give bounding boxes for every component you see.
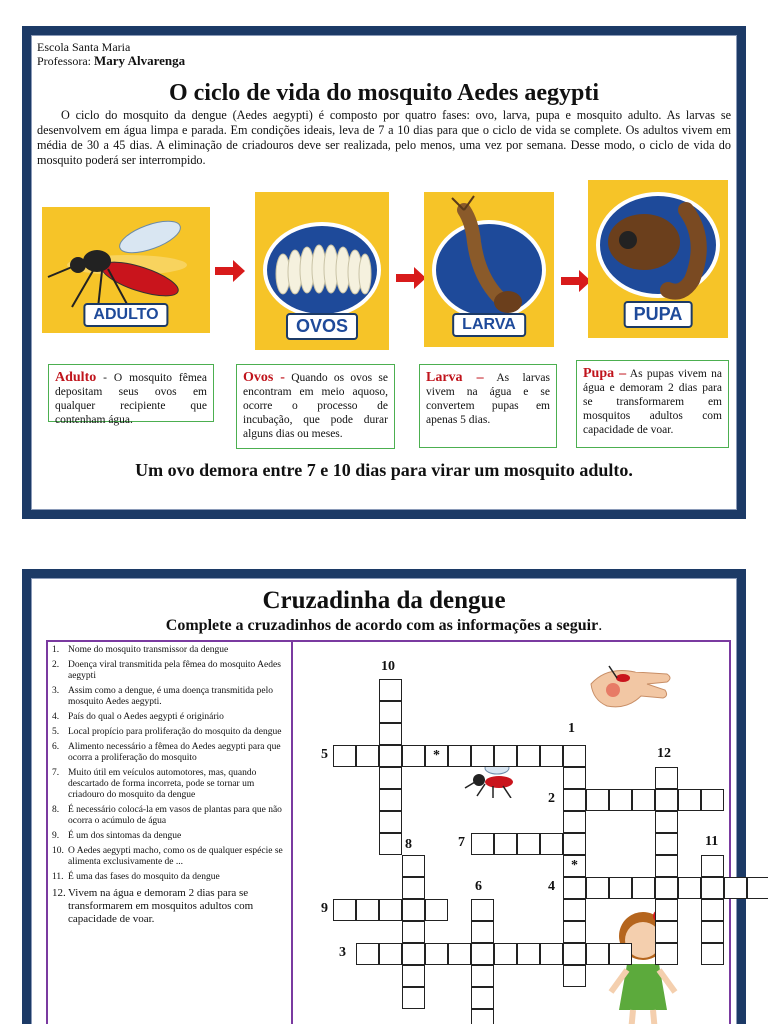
school-name: Escola Santa Maria — [37, 40, 131, 54]
page-title: O ciclo de vida do mosquito Aedes aegypti — [168, 80, 600, 106]
crossword-cell[interactable] — [379, 943, 402, 965]
crossword-card-body — [31, 578, 737, 1024]
crossword-subtitle-text: Complete a cruzadinhos de acordo com as informações a seguir — [165, 617, 599, 634]
life-cycle-card-body — [31, 35, 737, 510]
crossword-cell[interactable] — [471, 987, 494, 1009]
clue-text: É uma das fases do mosquito da dengue — [68, 872, 220, 882]
footer-statement: Um ovo demora entre 7 e 10 dias para virar um mosquito adulto. — [135, 460, 633, 480]
crossword-cell[interactable] — [379, 833, 402, 855]
desc-larva-text: As larvas vivem na água e se convertem pupas em apenas 5 dias. — [426, 372, 550, 426]
stage-larva-label: LARVA — [452, 313, 526, 337]
crossword-cell[interactable] — [540, 943, 563, 965]
clue-number-label: 10 — [381, 659, 395, 674]
crossword-cell[interactable] — [563, 943, 586, 965]
crossword-cell[interactable] — [701, 921, 724, 943]
crossword-cell[interactable] — [701, 877, 724, 899]
desc-pupa — [576, 360, 729, 448]
crossword-cell[interactable] — [356, 745, 379, 767]
crossword-cell[interactable] — [402, 899, 425, 921]
crossword-cell[interactable] — [632, 877, 655, 899]
clue-number: 6. — [52, 742, 60, 752]
crossword-cell[interactable] — [333, 899, 356, 921]
clue-item — [52, 660, 287, 682]
crossword-cell[interactable] — [379, 679, 402, 701]
clue-number-label: 4 — [548, 879, 555, 894]
clue-item — [52, 712, 287, 723]
crossword-card — [22, 569, 746, 1024]
life-cycle-card — [22, 26, 746, 519]
crossword-cell[interactable] — [563, 811, 586, 833]
crossword-cell[interactable] — [448, 943, 471, 965]
crossword-cell[interactable] — [517, 833, 540, 855]
crossword-cell[interactable] — [678, 877, 701, 899]
crossword-cell[interactable] — [379, 701, 402, 723]
teacher-line — [37, 54, 185, 68]
crossword-cell[interactable] — [448, 745, 471, 767]
crossword-cell[interactable] — [563, 921, 586, 943]
desc-ovos-text: Quando os ovos se encontram em meio aquoso, ocorre o processo de incubação, que pode durar alguns dias ou meses. — [243, 372, 388, 440]
crossword-cell[interactable] — [609, 877, 632, 899]
stage-ovos-label: OVOS — [286, 313, 358, 340]
clue-number: 3. — [52, 686, 60, 696]
hand-with-mosquito-icon — [587, 656, 673, 712]
crossword-cell[interactable] — [701, 855, 724, 877]
crossword-cell[interactable] — [425, 899, 448, 921]
crossword-cell[interactable] — [379, 811, 402, 833]
crossword-cell[interactable] — [402, 943, 425, 965]
crossword-cell[interactable] — [563, 767, 586, 789]
clue-text: Assim como a dengue, é uma doença transmitida pelo mosquito Aedes aegypti. — [68, 686, 273, 707]
clue-number-label: 11 — [705, 834, 719, 849]
header-info — [37, 40, 185, 68]
crossword-subtitle-period: . — [598, 617, 603, 634]
clue-number-label: 9 — [321, 901, 328, 916]
crossword-cell[interactable] — [402, 877, 425, 899]
crossword-cell[interactable] — [379, 723, 402, 745]
crossword-cell[interactable] — [402, 745, 425, 767]
stage-pupa — [588, 180, 728, 338]
clue-number-label: 2 — [548, 791, 555, 806]
clue-item — [52, 768, 287, 801]
arrow-right-icon — [215, 260, 245, 282]
crossword-cell[interactable] — [471, 745, 494, 767]
stage-pupa-label: PUPA — [624, 301, 693, 328]
clue-text: Doença viral transmitida pela fêmea do mosquito Aedes aegypti — [68, 660, 281, 681]
crossword-cell[interactable] — [655, 811, 678, 833]
crossword-cell[interactable] — [402, 965, 425, 987]
crossword-cell[interactable] — [471, 899, 494, 921]
crossword-cell[interactable] — [563, 789, 586, 811]
crossword-title: Cruzadinha da dengue — [262, 587, 506, 614]
crossword-cell[interactable] — [540, 745, 563, 767]
clue-number-label: 8 — [405, 837, 412, 852]
crossword-cell[interactable] — [379, 789, 402, 811]
crossword-cell[interactable] — [333, 745, 356, 767]
crossword-cell[interactable] — [402, 987, 425, 1009]
crossword-cell[interactable] — [494, 943, 517, 965]
crossword-cell[interactable] — [563, 899, 586, 921]
clue-number-label: 6 — [475, 879, 482, 894]
crossword-cell[interactable] — [678, 789, 701, 811]
crossword-cell[interactable] — [632, 789, 655, 811]
crossword-cell[interactable] — [471, 921, 494, 943]
clue-number-label: 7 — [458, 835, 465, 850]
crossword-cell[interactable]: * — [563, 855, 586, 877]
desc-adulto-text: - O mosquito fêmea depositam seus ovos em qualquer recipiente que contenham água. — [55, 372, 207, 426]
crossword-cell[interactable] — [563, 965, 586, 987]
crossword-cell[interactable] — [471, 943, 494, 965]
clue-text: É um dos sintomas da dengue — [68, 831, 182, 841]
clue-text: O Aedes aegypti macho, como os de qualquer espécie se alimenta exclusivamente de ... — [68, 846, 283, 867]
clue-number: 12. — [52, 887, 66, 899]
crossword-cell[interactable] — [609, 943, 632, 965]
crossword-cell[interactable] — [379, 899, 402, 921]
clue-number: 5. — [52, 727, 60, 737]
clue-item — [52, 645, 287, 656]
crossword-cell[interactable] — [655, 899, 678, 921]
clue-number: 10. — [52, 846, 64, 856]
clue-number: 8. — [52, 805, 60, 815]
clue-number: 4. — [52, 712, 60, 722]
crossword-cell[interactable] — [701, 789, 724, 811]
crossword-grid — [293, 642, 729, 1024]
arrow-right-icon — [561, 270, 591, 292]
clue-number-label: 1 — [568, 721, 575, 736]
intro-paragraph: O ciclo do mosquito da dengue (Aedes aegypti) é composto por quatro fases: ovo, larva, pupa e mosquito adulto. As larvas se desenvolvem em água limpa e parada. Em condições ideais, leva de 7 a 10 dias para que o ciclo de vida se complete. Os adultos vivem em média de 30 a 45 dias. A eliminação de criadouros deve ser realizada, pelo menos, uma vez por semana. Desse modo, o ciclo de vida do mosquito poderá ser interrompido. — [37, 108, 731, 167]
desc-pupa-head: Pupa – — [583, 366, 627, 381]
crossword-cell[interactable]: * — [425, 745, 448, 767]
clue-number: 2. — [52, 660, 60, 670]
teacher-name: Mary Alvarenga — [94, 53, 186, 68]
crossword-cell[interactable] — [379, 745, 402, 767]
clue-number-label: 5 — [321, 747, 328, 762]
crossword-cell[interactable] — [563, 877, 586, 899]
crossword-cell[interactable] — [402, 855, 425, 877]
crossword-cell[interactable] — [356, 899, 379, 921]
stage-larva — [424, 192, 554, 347]
clue-item — [52, 727, 287, 738]
crossword-cell[interactable] — [471, 965, 494, 987]
crossword-panel — [46, 640, 731, 1024]
clue-list — [48, 642, 293, 1024]
crossword-cell[interactable] — [540, 833, 563, 855]
desc-ovos — [236, 364, 395, 449]
clue-item — [52, 872, 287, 883]
crossword-cell[interactable] — [655, 855, 678, 877]
crossword-cell[interactable] — [724, 877, 747, 899]
clue-number: 9. — [52, 831, 60, 841]
clue-text: País do qual o Aedes aegypti é originário — [68, 712, 224, 722]
crossword-cell[interactable] — [747, 877, 768, 899]
crossword-cell[interactable] — [655, 921, 678, 943]
stage-ovos — [255, 192, 389, 350]
desc-larva-head: Larva – — [426, 370, 484, 385]
clue-text: Alimento necessário a fêmea do Aedes aegypti para que ocorra a proliferação do mosquito — [68, 742, 281, 763]
crossword-cell[interactable] — [563, 833, 586, 855]
clue-text: É necessário colocá-la em vasos de plantas para que não ocorra o acúmulo de água — [68, 805, 282, 826]
clue-item — [52, 846, 287, 868]
crossword-cell[interactable] — [701, 899, 724, 921]
clue-text: Nome do mosquito transmissor da dengue — [68, 645, 229, 655]
crossword-cell[interactable] — [655, 833, 678, 855]
clue-number-label: 12 — [657, 746, 671, 761]
desc-pupa-text: As pupas vivem na água e demoram 2 dias para se transformarem em mosquitos adultos com capacidade de voar. — [583, 368, 723, 436]
clue-number-label: 3 — [339, 945, 346, 960]
crossword-cell[interactable] — [494, 833, 517, 855]
clue-item — [52, 805, 287, 827]
crossword-cell[interactable] — [701, 943, 724, 965]
crossword-cell[interactable] — [655, 943, 678, 965]
clue-number: 1. — [52, 645, 60, 655]
crossword-cell[interactable] — [586, 789, 609, 811]
desc-adulto-head: Adulto — [55, 370, 97, 385]
crossword-cell[interactable] — [609, 789, 632, 811]
clue-item — [52, 742, 287, 764]
clue-item — [52, 887, 287, 926]
clue-text: Local propício para proliferação do mosquito da dengue — [68, 727, 282, 737]
crossword-cell[interactable] — [517, 943, 540, 965]
stage-adulto — [42, 207, 210, 333]
crossword-cell[interactable] — [655, 789, 678, 811]
desc-larva — [419, 364, 557, 448]
crossword-cell[interactable] — [356, 943, 379, 965]
stage-adulto-label: ADULTO — [83, 303, 168, 327]
desc-adulto — [48, 364, 214, 426]
crossword-cell[interactable] — [471, 1009, 494, 1024]
crossword-cell[interactable] — [402, 921, 425, 943]
crossword-cell[interactable] — [425, 943, 448, 965]
clue-item — [52, 686, 287, 708]
crossword-cell[interactable] — [517, 745, 540, 767]
clue-text: Muito útil em veículos automotores, mas, quando descartado de forma incorreta, pode se tornar um criadouro do mosquito da dengue — [68, 768, 257, 800]
teacher-label: Professora: — [37, 54, 91, 68]
crossword-cell[interactable] — [494, 745, 517, 767]
crossword-subtitle — [32, 617, 736, 635]
crossword-cell[interactable] — [471, 833, 494, 855]
crossword-cell[interactable] — [563, 745, 586, 767]
crossword-cell[interactable] — [586, 943, 609, 965]
crossword-cell[interactable] — [379, 767, 402, 789]
clue-number: 7. — [52, 768, 60, 778]
desc-ovos-head: Ovos - — [243, 370, 285, 385]
clue-text: Vivem na água e demoram 2 dias para se transformarem em mosquitos adultos com capacidade de voar. — [68, 887, 254, 925]
crossword-cell[interactable] — [655, 877, 678, 899]
crossword-cell[interactable] — [655, 767, 678, 789]
clue-number: 11. — [52, 872, 64, 882]
arrow-right-icon — [396, 267, 426, 289]
clue-item — [52, 831, 287, 842]
crossword-cell[interactable] — [586, 877, 609, 899]
